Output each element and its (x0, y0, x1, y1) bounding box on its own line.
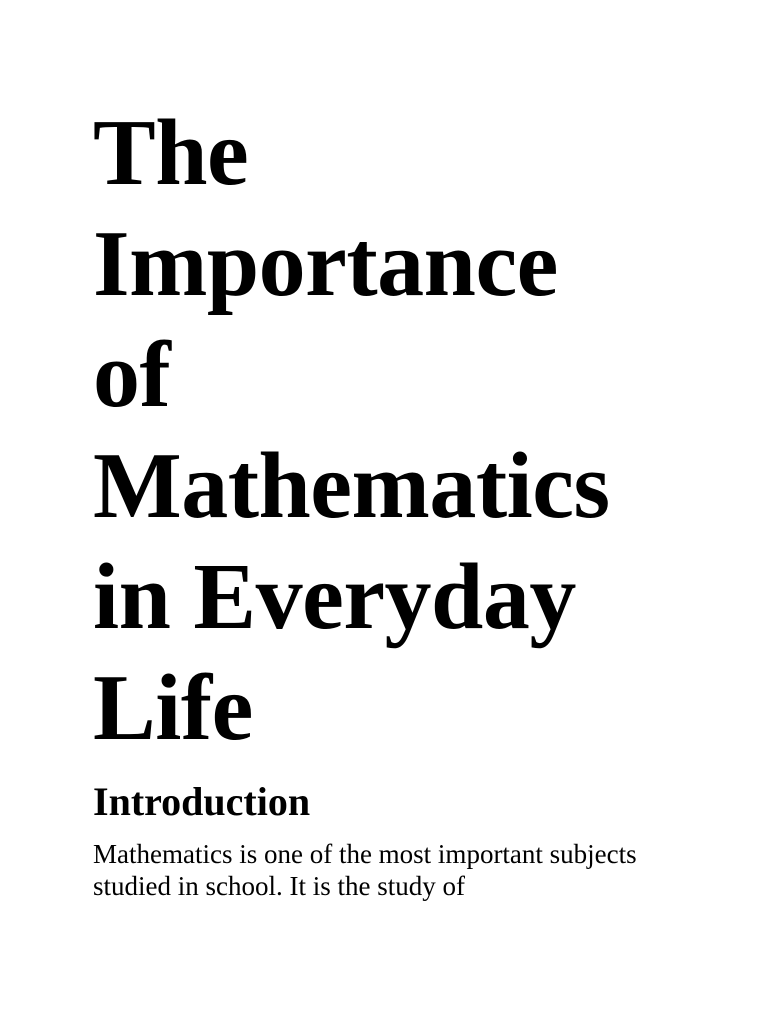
title-line: of (93, 323, 171, 427)
title-line: in Everyday (93, 545, 576, 649)
body-paragraph: Mathematics is one of the most important subjects studied in school. It is the study of (93, 839, 637, 901)
section-heading-introduction: Introduction (93, 779, 311, 824)
title-line: Importance (93, 212, 558, 316)
title-line: Life (93, 656, 253, 760)
title-line: The (93, 101, 249, 205)
title-line: Mathematics (93, 434, 610, 538)
document-title (93, 98, 733, 764)
document-page (93, 98, 733, 902)
